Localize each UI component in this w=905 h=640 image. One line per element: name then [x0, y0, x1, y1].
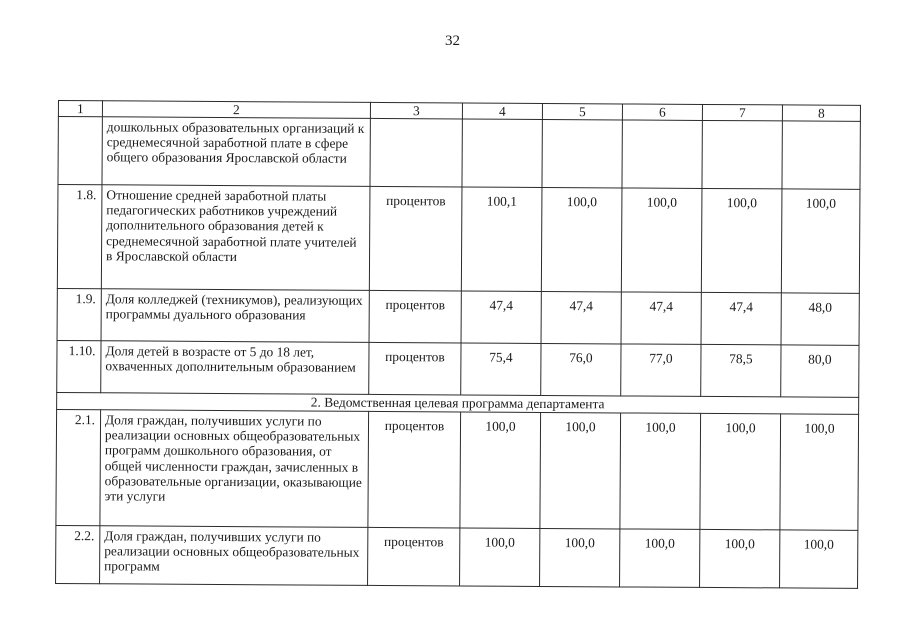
header-cell: 6	[622, 104, 702, 120]
header-cell: 3	[370, 102, 462, 119]
unit-cell: процентов	[368, 527, 460, 586]
indicator-description: Доля детей в возрасте от 5 до 18 лет, охваченных дополнительным образованием	[101, 341, 369, 395]
unit-cell	[370, 118, 462, 187]
value-cell: 100,0	[701, 188, 782, 292]
row-number: 2.1.	[56, 409, 101, 525]
value-cell: 100,0	[460, 528, 540, 586]
page-number: 32	[445, 33, 460, 49]
unit-cell: процентов	[369, 186, 462, 291]
value-cell: 47,4	[621, 292, 701, 344]
value-cell	[702, 120, 782, 188]
unit-cell: процентов	[369, 290, 461, 343]
table-row	[56, 409, 859, 530]
value-cell: 47,4	[701, 292, 781, 344]
value-cell: 76,0	[541, 343, 621, 395]
value-cell	[542, 119, 622, 187]
row-number: 1.9.	[57, 288, 101, 340]
indicator-description: Отношение средней заработной платы педагогических работников учреждений дополнительного образования детей к среднемесячной заработной плате учителей в Ярославской области	[101, 185, 370, 291]
value-cell: 75,4	[461, 343, 541, 395]
value-cell: 100,0	[620, 529, 700, 587]
table-row	[58, 117, 860, 190]
header-cell: 8	[782, 105, 860, 121]
header-cell: 7	[702, 104, 782, 120]
value-cell: 100,0	[621, 188, 702, 292]
header-cell: 4	[462, 103, 542, 119]
row-number	[58, 117, 102, 185]
header-cell: 5	[542, 103, 622, 119]
value-cell: 100,0	[700, 413, 781, 529]
table-row	[56, 525, 858, 588]
value-cell: 100,0	[540, 528, 620, 586]
value-cell: 78,5	[701, 344, 781, 396]
unit-cell: процентов	[368, 411, 461, 528]
table-row	[57, 185, 860, 294]
value-cell: 100,0	[780, 530, 858, 588]
unit-cell: процентов	[369, 342, 461, 395]
value-cell: 100,0	[620, 413, 701, 529]
value-cell: 100,0	[780, 414, 859, 530]
indicator-description: Доля граждан, получивших услуги по реализации основных общеобразовательных программ дошкольного образования, от общей численности граждан, зачисленных в образовательные организации, оказывающие эти услуги	[100, 410, 369, 528]
value-cell: 100,0	[700, 529, 780, 587]
value-cell: 100,1	[461, 187, 542, 291]
indicator-description: Доля колледжей (техникумов), реализующих программы дуального образования	[101, 289, 369, 343]
row-number: 1.8.	[57, 185, 102, 289]
value-cell: 47,4	[461, 291, 541, 343]
value-cell: 80,0	[781, 345, 859, 397]
value-cell: 100,0	[460, 412, 541, 528]
value-cell: 100,0	[540, 412, 621, 528]
value-cell	[622, 120, 702, 188]
table-row	[57, 288, 859, 345]
value-cell	[462, 119, 542, 187]
header-cell: 2	[102, 101, 370, 119]
value-cell: 77,0	[621, 344, 701, 396]
indicator-description: дошкольных образовательных организаций к среднемесячной заработной плате в сфере общего образования Ярославской области	[102, 117, 370, 187]
row-number: 1.10.	[57, 340, 101, 392]
indicators-table	[55, 100, 861, 589]
value-cell: 100,0	[781, 189, 860, 293]
value-cell	[782, 121, 860, 189]
row-number: 2.2.	[56, 525, 100, 583]
table-row	[57, 340, 859, 397]
indicator-description: Доля граждан, получивших услуги по реализации основных общеобразовательных программ	[100, 526, 368, 586]
section-title: 2. Ведомственная целевая программа департамента	[57, 392, 859, 414]
value-cell: 47,4	[541, 291, 621, 343]
value-cell: 100,0	[541, 187, 622, 291]
value-cell: 48,0	[781, 293, 859, 345]
header-cell: 1	[58, 101, 102, 117]
